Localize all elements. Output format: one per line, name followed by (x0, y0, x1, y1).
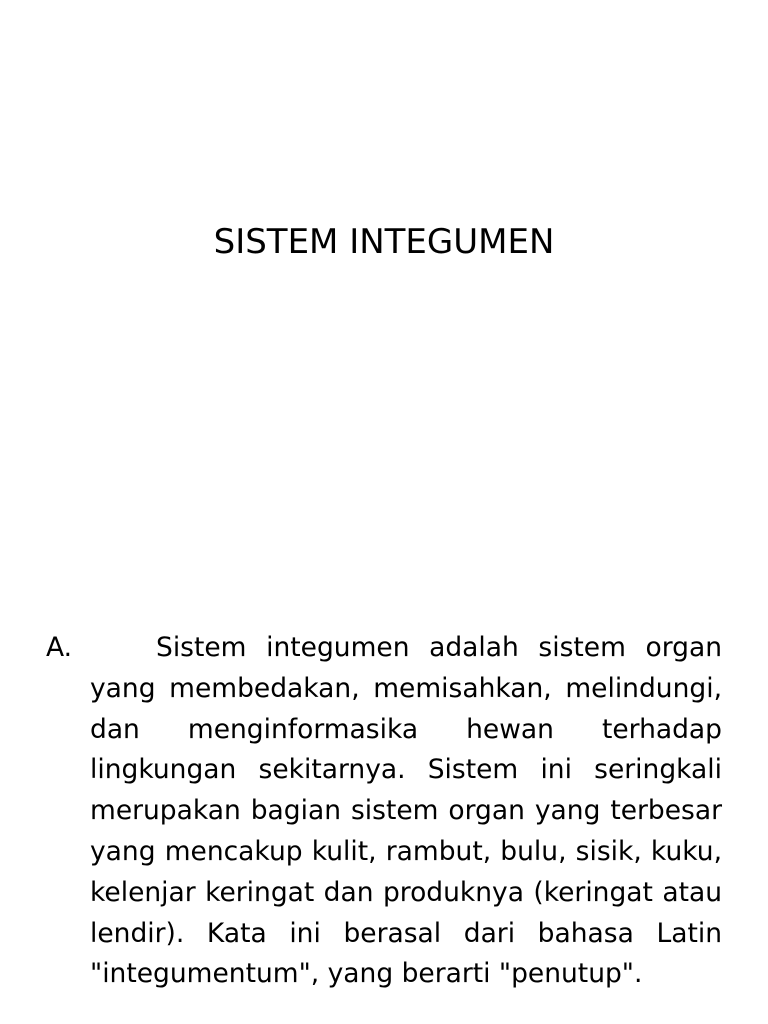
paragraph-text: Sistem integumen adalah sistem organ yang membedakan, memisahkan, melindungi, dan menginformasika hewan terhadap lingkungan sekitarnya. Sistem ini seringkali merupakan bagian sistem organ yang terbesar yang mencakup kulit, rambut, bulu, sisik, kuku, kelenjar keringat dan produknya (keringat atau lendir). Kata ini berasal dari bahasa Latin "integumentum", yang berarti "penutup". (90, 632, 722, 990)
list-item (46, 628, 722, 995)
slide-title: SISTEM INTEGUMEN (213, 222, 555, 262)
list-marker: A. (46, 632, 73, 663)
